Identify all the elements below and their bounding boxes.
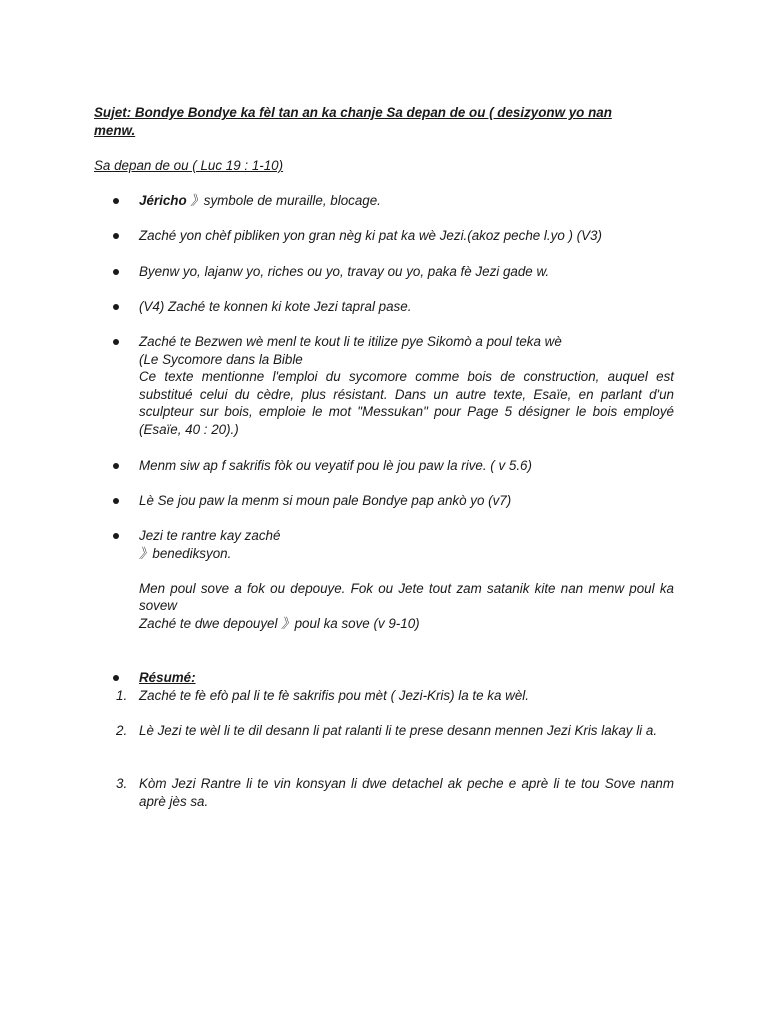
spacer — [139, 562, 674, 580]
list-item — [139, 298, 674, 316]
list-item — [139, 227, 674, 245]
numbered-text: Lè Jezi te wèl li te dil desann li pat ralanti li te prese desann mennen Jezi Kris lakay li a. — [139, 723, 658, 738]
bullet-bold-term: Jéricho — [139, 193, 187, 208]
bullet-paragraph: Men poul sove a fok ou depouye. Fok ou Jete tout zam satanik kite nan menw poul ka sovew — [139, 580, 674, 614]
numbered-item — [116, 722, 674, 740]
bullet-text: 》symbole de muraille, blocage. — [186, 193, 381, 208]
bullet-dot-icon — [113, 269, 119, 275]
bullet-text: Byenw yo, lajanw yo, riches ou yo, travay ou yo, paka fè Jezi gade w. — [139, 264, 550, 279]
bullet-dot-icon — [113, 463, 119, 469]
list-item-summary-heading — [139, 669, 674, 687]
bullet-text: Zaché te Bezwen wè menl te kout li te itilize pye Sikomò a poul teka wè — [139, 334, 562, 349]
numbered-item — [116, 687, 674, 705]
list-item — [139, 457, 674, 475]
bullet-text: Jezi te rantre kay zaché — [139, 528, 281, 543]
numbered-item — [116, 775, 674, 810]
page-title: Sujet: Bondye Bondye ka fèl tan an ka chanje Sa depan de ou ( desizyonw yo nan menw. — [94, 105, 612, 138]
bullet-subtext: (Le Sycomore dans la Bible — [139, 351, 303, 367]
bullet-text: (V4) Zaché te konnen ki kote Jezi tapral pase. — [139, 299, 412, 314]
list-item — [139, 263, 674, 281]
list-item — [139, 527, 674, 633]
bullet-dot-icon — [113, 675, 119, 681]
bullet-paragraph: Ce texte mentionne l'emploi du sycomore comme bois de construction, auquel est substitué celui du cèdre, plus résistant. Dans un autre texte, Esaïe, en parlant d'un sculpteur sur bois, emploie le mot "Messukan" pour Page 5 désigner le bois employé (Esaïe, 40 : 20).) — [139, 369, 674, 437]
numbered-text: Kòm Jezi Rantre li te vin konsyan li dwe detachel ak peche e aprè li te tou Sove nanm aprè jès sa. — [139, 776, 674, 809]
bullet-subtext: Zaché te dwe depouyel 》poul ka sove (v 9-10) — [139, 615, 420, 631]
numbered-text: Zaché te fè efò pal li te fè sakrifis pou mèt ( Jezi-Kris) la te ka wèl. — [139, 688, 529, 703]
bullet-subtext: 》benediksyon. — [139, 545, 232, 561]
bullet-text: Menm siw ap f sakrifis fòk ou veyatif pou lè jou paw la rive. ( v 5.6) — [139, 458, 532, 473]
bullet-dot-icon — [113, 533, 119, 539]
item-number: 1. — [116, 688, 128, 703]
bullet-dot-icon — [113, 198, 119, 204]
bullet-text: Zaché yon chèf pibliken yon gran nèg ki pat ka wè Jezi.(akoz peche l.yo ) (V3) — [139, 228, 602, 243]
bullet-dot-icon — [113, 233, 119, 239]
list-item — [139, 333, 674, 439]
summary-heading: Résumé: — [139, 670, 196, 685]
subtitle-reference: Sa depan de ou ( Luc 19 : 1-10) — [94, 158, 284, 173]
bullet-text: Lè Se jou paw la menm si moun pale Bondye pap ankò yo (v7) — [139, 493, 512, 508]
bullet-dot-icon — [113, 498, 119, 504]
list-item — [139, 492, 674, 510]
list-item — [139, 192, 674, 210]
item-number: 2. — [116, 723, 128, 738]
item-number: 3. — [116, 776, 128, 791]
bullet-dot-icon — [113, 304, 119, 310]
bullet-dot-icon — [113, 339, 119, 345]
